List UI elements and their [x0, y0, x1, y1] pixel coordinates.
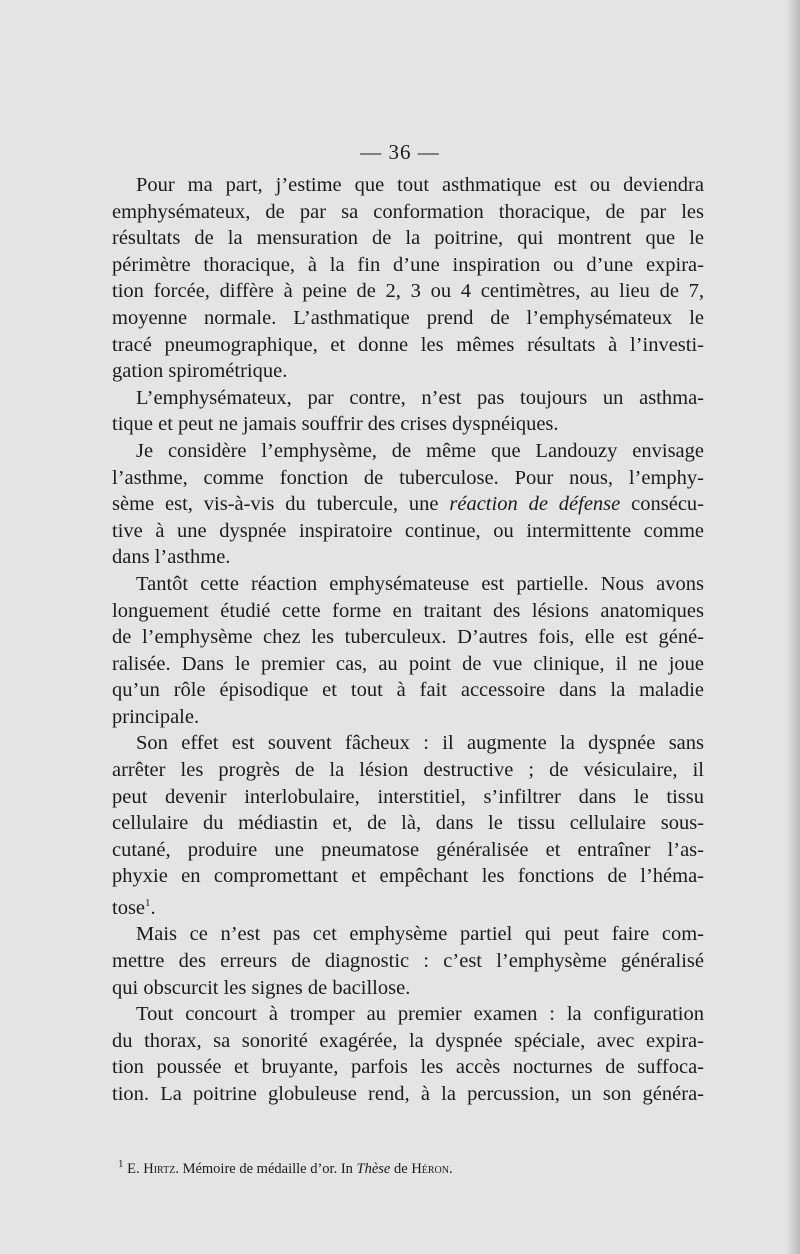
paragraph-2	[112, 385, 704, 438]
paragraph-5	[112, 730, 704, 921]
text-line: périmètre thoracique, à la fin d’une inspiration ou d’une expira-	[112, 253, 704, 276]
text-line: ralisée. Dans le premier cas, au point de vue clinique, il ne joue	[112, 652, 704, 675]
text-line: tive à une dyspnée inspiratoire continue, ou intermittente comme	[112, 519, 704, 542]
text-line: tion forcée, diffère à peine de 2, 3 ou 4 centimètres, au lieu de 7,	[112, 280, 704, 303]
text-line: tique et peut ne jamais souffrir des crises dyspnéiques.	[112, 413, 559, 436]
text-line: tion poussée et bruyante, parfois les accès nocturnes de suffoca-	[112, 1056, 704, 1079]
text-line-mixed	[112, 491, 704, 518]
text-line: du thorax, sa sonorité exagérée, la dyspnée spéciale, avec expira-	[112, 1029, 704, 1052]
text-line: Tantôt cette réaction emphysémateuse est partielle. Nous avons	[136, 572, 704, 595]
text-run: tose	[112, 896, 146, 919]
text-run: consécu-	[620, 493, 704, 516]
text-line: résultats de la mensuration de la poitrine, qui montrent que le	[112, 227, 704, 250]
body-text	[112, 172, 704, 1108]
text-line: Pour ma part, j’estime que tout asthmatique est ou deviendra	[136, 174, 704, 196]
text-line: L’emphysémateux, par contre, n’est pas toujours un asthma-	[136, 386, 704, 409]
text-line: emphysémateux, de par sa conformation thoracique, de par les	[112, 200, 704, 223]
page-number: — 36 —	[360, 140, 440, 164]
footnote-name: Héron	[411, 1160, 450, 1177]
text-line: gation spirométrique.	[112, 360, 288, 383]
text-line: arrêter les progrès de la lésion destructive ; de vésiculaire, il	[112, 759, 704, 782]
paragraph-6	[112, 921, 704, 1001]
footnote-reference[interactable]: 1	[145, 897, 151, 910]
page-edge-shadow	[786, 0, 800, 1254]
text-line: Tout concourt à tromper au premier examen : la configuration	[136, 1003, 704, 1026]
text-line: phyxie en compromettant et empêchant les fonctions de l’héma-	[112, 865, 704, 888]
text-line: moyenne normale. L’asthmatique prend de l’emphysémateux le	[112, 306, 704, 329]
text-line: qui obscurcit les signes de bacillose.	[112, 976, 411, 999]
text-line: cutané, produire une pneumatose généralisée et entraîner l’as-	[112, 838, 704, 861]
text-run: sème est, vis-à-vis du tubercule, une	[112, 493, 450, 516]
footnote-italic: Thèse	[356, 1160, 391, 1177]
text-run: .	[150, 896, 156, 919]
paragraph-3	[112, 438, 704, 571]
footnote	[118, 1158, 678, 1178]
text-line: principale.	[112, 705, 200, 728]
text-line: peut devenir interlobulaire, interstitiel, s’infiltrer dans le tissu	[112, 785, 704, 808]
footnote-text: .	[449, 1160, 453, 1177]
italic-phrase: réaction de défense	[449, 493, 621, 516]
text-line: tracé pneumographique, et donne les mêmes résultats à l’investi-	[112, 333, 704, 356]
footnote-text: de	[390, 1160, 412, 1177]
paragraph-4	[112, 571, 704, 731]
text-line: de l’emphysème chez les tuberculeux. D’autres fois, elle est géné-	[112, 626, 704, 649]
text-line: Mais ce n’est pas cet emphysème partiel qui peut faire com-	[136, 923, 704, 946]
text-line: tion. La poitrine globuleuse rend, à la percussion, un son généra-	[112, 1083, 704, 1106]
text-line	[112, 890, 704, 921]
text-line: mettre des erreurs de diagnostic : c’est l’emphysème généralisé	[112, 950, 704, 973]
footnote-text: . Mémoire de médaille d’or. In	[175, 1160, 357, 1177]
footnote-author: E. Hirtz	[127, 1160, 176, 1177]
text-line: Son effet est souvent fâcheux : il augmente la dyspnée sans	[136, 732, 704, 755]
text-line: l’asthme, comme fonction de tuberculose. Pour nous, l’emphy-	[112, 466, 704, 489]
paragraph-7	[112, 1001, 704, 1107]
text-line: qu’un rôle épisodique et tout à fait accessoire dans la maladie	[112, 679, 704, 702]
text-line: Je considère l’emphysème, de même que Landouzy envisage	[136, 439, 704, 462]
text-line: longuement étudié cette forme en traitant des lésions anatomiques	[112, 599, 704, 622]
text-line: dans l’asthme.	[112, 546, 231, 569]
paragraph-1	[112, 172, 704, 385]
text-line: cellulaire du médiastin et, de là, dans le tissu cellulaire sous-	[112, 812, 704, 835]
footnote-marker: 1	[118, 1158, 124, 1170]
